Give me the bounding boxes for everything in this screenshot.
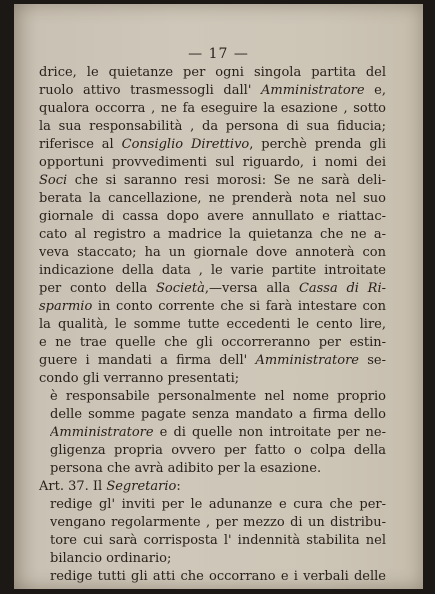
text-segment: redige tutti gli atti che occorrano e i verbali delle	[50, 569, 386, 584]
text-line	[39, 262, 386, 280]
text-line	[50, 406, 386, 424]
book-page	[14, 4, 423, 589]
text-line	[39, 478, 386, 496]
text-line	[39, 334, 386, 352]
text-segment: riferisce al	[39, 137, 122, 152]
text-segment: delle somme pagate senza mandato a firma dello	[50, 407, 386, 422]
text-segment: vengano regolarmente , per mezzo di un distribu-	[50, 515, 386, 530]
text-segment: in conto corrente che si farà intestare con	[92, 299, 386, 314]
text-segment: se-	[359, 353, 386, 368]
text-line	[50, 460, 386, 478]
text-segment: giornale di cassa dopo avere annullato e riattac-	[39, 209, 386, 224]
text-segment: berata la cancellazione, ne prenderà nota nel suo	[39, 191, 386, 206]
text-line	[50, 568, 386, 586]
italic-text: Segretario	[106, 479, 177, 494]
italic-text: Società	[156, 281, 205, 296]
text-line	[50, 442, 386, 460]
text-line	[39, 226, 386, 244]
italic-text: Consiglio Direttivo	[121, 137, 250, 152]
text-line	[50, 550, 386, 568]
text-line	[39, 370, 386, 388]
text-segment: redige gl' inviti per le adunanze e cura che per-	[50, 497, 386, 512]
page-number: — 17 —	[188, 46, 249, 62]
text-line	[39, 298, 386, 316]
text-line	[39, 64, 386, 82]
text-segment: e di quelle non introitate per ne-	[153, 425, 386, 440]
text-line	[50, 532, 386, 550]
italic-text: Soci	[39, 173, 68, 188]
text-segment: Art. 37. Il	[39, 479, 107, 494]
text-segment: , perchè prenda gli	[249, 137, 386, 152]
text-line	[39, 190, 386, 208]
text-line	[39, 316, 386, 334]
text-line	[39, 118, 386, 136]
text-line	[50, 424, 386, 442]
italic-text: Amministratore	[255, 353, 359, 368]
text-line	[39, 172, 386, 190]
text-segment: e ne trae quelle che gli occorreranno per estin-	[39, 335, 386, 350]
text-segment: la sua responsabilità , da persona di sua fiducia;	[39, 119, 386, 134]
text-segment: che si saranno resi morosi: Se ne sarà deli-	[67, 173, 386, 188]
text-line	[39, 82, 386, 100]
text-segment: gligenza propria ovvero per fatto o colpa della	[50, 443, 386, 458]
text-segment: drice, le quietanze per ogni singola partita del	[39, 65, 386, 80]
text-segment: e,	[364, 83, 386, 98]
text-segment: qualora occorra , ne fa eseguire la esazione , sotto	[39, 101, 386, 116]
text-segment: opportuni provvedimenti sul riguardo, i nomi dei	[39, 155, 386, 170]
text-line	[39, 352, 386, 370]
text-line	[39, 244, 386, 262]
text-line	[39, 100, 386, 118]
italic-text: Amministratore	[261, 83, 365, 98]
text-line	[50, 514, 386, 532]
text-line	[39, 208, 386, 226]
italic-text: sparmio	[39, 299, 93, 314]
text-segment: :	[176, 479, 181, 494]
text-segment: è responsabile personalmente nel nome proprio	[50, 389, 386, 404]
text-segment: cato al registro a madrice la quietanza che ne a-	[39, 227, 386, 242]
text-segment: ,—versa alla	[204, 281, 299, 296]
text-segment: persona che avrà adibito per la esazione.	[50, 461, 322, 476]
text-segment: condo gli verranno presentati;	[39, 371, 240, 386]
text-segment: la qualità, le somme tutte eccedenti le cento lire,	[39, 317, 386, 332]
text-line	[39, 154, 386, 172]
text-segment: per conto della	[39, 281, 157, 296]
text-segment: bilancio ordinario;	[50, 551, 172, 566]
text-line	[50, 388, 386, 406]
italic-text: Amministratore	[50, 425, 154, 440]
text-segment: guere i mandati a firma dell'	[39, 353, 256, 368]
text-segment: ruolo attivo trasmessogli dall'	[39, 83, 261, 98]
italic-text: Cassa di Ri-	[298, 281, 386, 296]
text-line	[50, 496, 386, 514]
text-segment: veva staccato; ha un giornale dove annoterà con	[39, 245, 386, 260]
text-line	[39, 136, 386, 154]
text-segment: indicazione della data , le varie partite introitate	[39, 263, 386, 278]
text-line	[39, 280, 386, 298]
text-segment: tore cui sarà corrisposta l' indennità stabilita nel	[50, 533, 386, 548]
